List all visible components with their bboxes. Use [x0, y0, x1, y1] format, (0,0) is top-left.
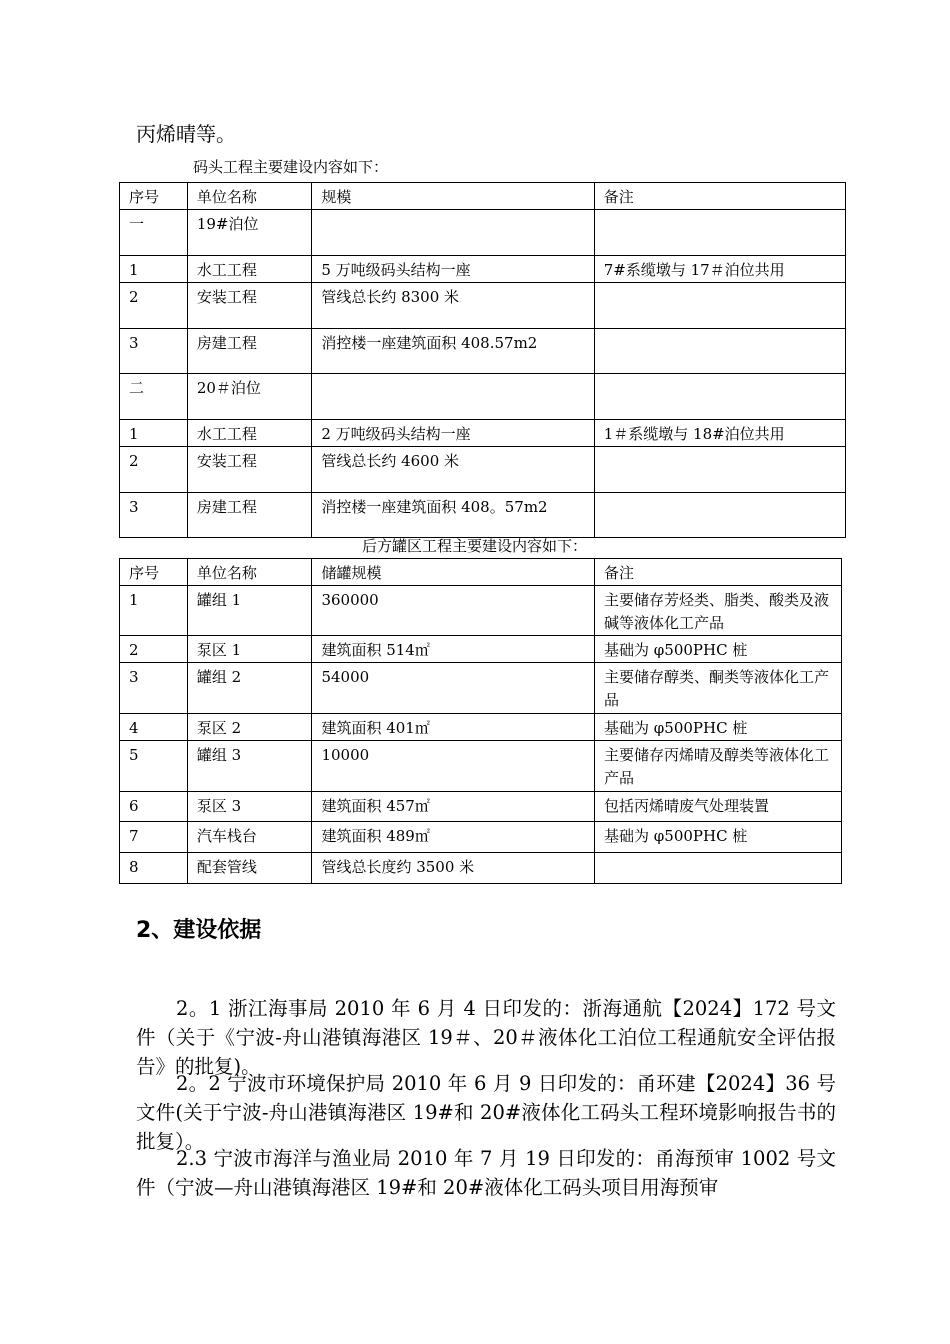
table-row: [120, 329, 846, 374]
table-cell: 建筑面积 401㎡: [312, 714, 595, 741]
table-row: [120, 792, 842, 822]
table1-caption: 码头工程主要建设内容如下：: [193, 158, 389, 176]
table-cell: [595, 853, 842, 884]
table-cell: 主要储存醇类、酮类等液体化工产品: [595, 663, 842, 714]
table-row: [120, 493, 846, 538]
table-row: [120, 714, 842, 741]
table-cell: 3: [120, 663, 188, 714]
table-cell: 水工工程: [187, 256, 312, 283]
table-cell: 54000: [312, 663, 595, 714]
table-cell: [594, 210, 845, 256]
table-row: [120, 663, 842, 714]
table-cell: 建筑面积 457㎡: [312, 792, 595, 822]
table-cell: 罐组 2: [187, 663, 312, 714]
table-row: [120, 741, 842, 792]
table-cell: 7#系缆墩与 17＃泊位共用: [594, 256, 845, 283]
table-cell: 管线总长约 4600 米: [312, 447, 594, 493]
table-cell: 安装工程: [187, 283, 312, 329]
header-cell: 储罐规模: [312, 559, 595, 586]
table-cell: 包括丙烯晴废气处理装置: [595, 792, 842, 822]
header-cell: 规模: [312, 183, 594, 210]
paragraph: [136, 1144, 836, 1202]
table-cell: 消控楼一座建筑面积 408。57m2: [312, 493, 594, 538]
table-cell: 二: [120, 374, 188, 420]
paragraph-text: 2。1 浙江海事局 2010 年 6 月 4 日印发的：浙海通航【2024】172 号文件（关于《宁波-舟山港镇海港区 19＃、20＃液体化工泊位工程通航安全评估报告》的批复)。: [136, 997, 836, 1078]
table-cell: 配套管线: [187, 853, 312, 884]
table-cell: 房建工程: [187, 329, 312, 374]
table-cell: 管线总长度约 3500 米: [312, 853, 595, 884]
table-cell: 泵区 3: [187, 792, 312, 822]
table-cell: 1: [120, 586, 188, 636]
table-cell: 2: [120, 283, 188, 329]
paragraph-text: 2.3 宁波市海洋与渔业局 2010 年 7 月 19 日印发的：甬海预审 1002 号文件（宁波—舟山港镇海港区 19#和 20#液体化工码头项目用海预审: [136, 1147, 836, 1199]
table-cell: 基础为 φ500PHC 桩: [595, 714, 842, 741]
table-cell: 房建工程: [187, 493, 312, 538]
table-cell: 3: [120, 493, 188, 538]
table-cell: [594, 283, 845, 329]
table-header-row: [120, 183, 846, 210]
header-cell: 序号: [120, 559, 188, 586]
table-cell: 1: [120, 420, 188, 447]
header-cell: 序号: [120, 183, 188, 210]
table-cell: 8: [120, 853, 188, 884]
table-cell: 泵区 1: [187, 636, 312, 663]
table-cell: 基础为 φ500PHC 桩: [595, 636, 842, 663]
table-cell: 建筑面积 489㎡: [312, 822, 595, 853]
table-cell: 一: [120, 210, 188, 256]
table-cell: [594, 329, 845, 374]
table2-caption: 后方罐区工程主要建设内容如下：: [362, 537, 588, 555]
table-cell: 罐组 3: [187, 741, 312, 792]
tank-area-table: [119, 558, 842, 884]
table-cell: 20＃泊位: [187, 374, 312, 420]
table-cell: 2 万吨级码头结构一座: [312, 420, 594, 447]
table-row: [120, 822, 842, 853]
table-cell: [312, 374, 594, 420]
table-cell: 4: [120, 714, 188, 741]
table-cell: [312, 210, 594, 256]
table-row: [120, 447, 846, 493]
table-row: [120, 853, 842, 884]
table-cell: 5: [120, 741, 188, 792]
table-cell: 6: [120, 792, 188, 822]
paragraph: [136, 994, 836, 1081]
table-cell: 水工工程: [187, 420, 312, 447]
table-header-row: [120, 559, 842, 586]
table-cell: 2: [120, 636, 188, 663]
table-cell: 主要储存丙烯晴及醇类等液体化工产品: [595, 741, 842, 792]
table-cell: 3: [120, 329, 188, 374]
table-cell: 汽车栈台: [187, 822, 312, 853]
table-row: [120, 374, 846, 420]
table-cell: 安装工程: [187, 447, 312, 493]
table-cell: 1: [120, 256, 188, 283]
paragraph: [136, 1069, 836, 1156]
header-cell: 单位名称: [187, 183, 312, 210]
paragraph-text: 2。2 宁波市环境保护局 2010 年 6 月 9 日印发的：甬环建【2024】36 号文件(关于宁波-舟山港镇海港区 19#和 20#液体化工码头工程环境影响报告书的批复）。: [136, 1072, 836, 1153]
table-cell: 基础为 φ500PHC 桩: [595, 822, 842, 853]
header-cell: 备注: [595, 559, 842, 586]
table-cell: 罐组 1: [187, 586, 312, 636]
intro-line: 丙烯晴等。: [136, 122, 236, 146]
wharf-construction-table: [119, 182, 846, 538]
table-row: [120, 256, 846, 283]
table-cell: 1＃系缆墩与 18#泊位共用: [594, 420, 845, 447]
table-cell: 建筑面积 514㎡: [312, 636, 595, 663]
table-row: [120, 283, 846, 329]
section-heading: 2、建设依据: [136, 918, 262, 943]
table-cell: [594, 447, 845, 493]
table-cell: 管线总长约 8300 米: [312, 283, 594, 329]
table-cell: 5 万吨级码头结构一座: [312, 256, 594, 283]
table-cell: [594, 374, 845, 420]
table-cell: 2: [120, 447, 188, 493]
table-row: [120, 420, 846, 447]
table-cell: 360000: [312, 586, 595, 636]
table-cell: 7: [120, 822, 188, 853]
table-cell: [594, 493, 845, 538]
table-row: [120, 636, 842, 663]
header-cell: 单位名称: [187, 559, 312, 586]
table-cell: 19#泊位: [187, 210, 312, 256]
table-cell: 消控楼一座建筑面积 408.57m2: [312, 329, 594, 374]
table-row: [120, 210, 846, 256]
table-cell: 泵区 2: [187, 714, 312, 741]
table-row: [120, 586, 842, 636]
table-cell: 主要储存芳烃类、脂类、酸类及液碱等液体化工产品: [595, 586, 842, 636]
table-cell: 10000: [312, 741, 595, 792]
header-cell: 备注: [594, 183, 845, 210]
